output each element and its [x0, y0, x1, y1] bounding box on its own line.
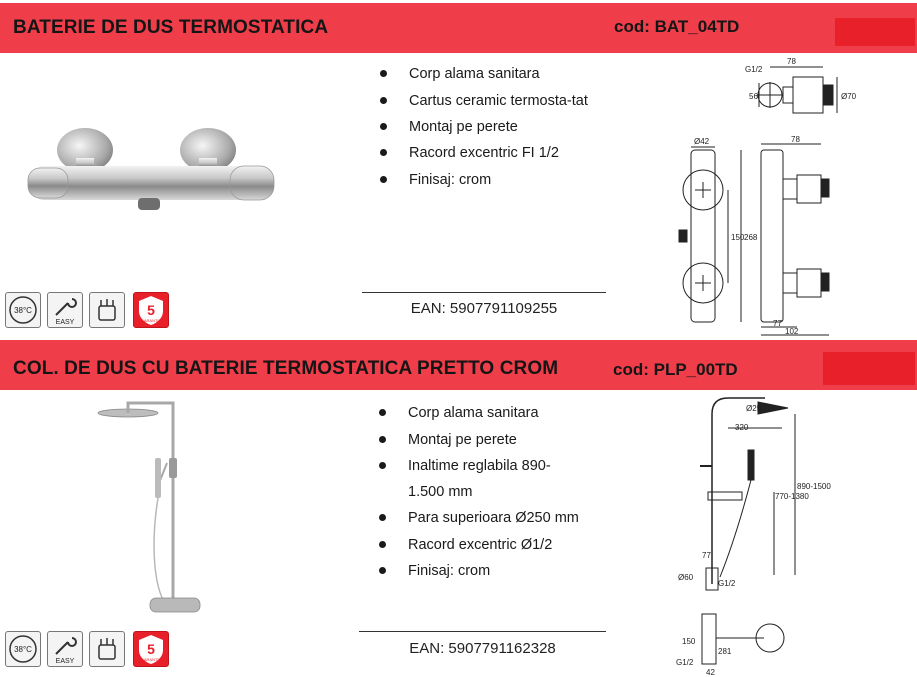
feature-item: Finisaj: crom: [374, 558, 614, 585]
dim-label: 150: [731, 233, 745, 242]
warranty-number: 5: [147, 641, 155, 657]
thermostat-icon: [5, 631, 41, 667]
dim-label: 78: [791, 135, 800, 144]
product2-technical-drawing: [670, 392, 870, 677]
product1-image: [20, 118, 282, 218]
feature-item: Para superioara Ø250 mm: [374, 505, 614, 532]
cleaning-icon: [89, 292, 125, 328]
dim-label: G1/2: [718, 579, 736, 588]
dim-label: 42: [706, 668, 715, 677]
ean-divider: [359, 631, 606, 632]
feature-item: Finisaj: crom: [375, 167, 615, 194]
warranty-word: GARANTIE: [140, 657, 162, 662]
dim-label: G1/2: [745, 65, 763, 74]
feature-item: Montaj pe perete: [374, 427, 614, 454]
easy-install-wrench-icon: [47, 631, 83, 667]
warranty-5-years-icon: [133, 292, 169, 328]
feature-item: Montaj pe perete: [375, 114, 615, 141]
header-accent: [823, 352, 915, 385]
feature-item: Corp alama sanitara: [375, 61, 615, 88]
dim-label: Ø250: [746, 404, 766, 413]
dim-label: 268: [744, 233, 758, 242]
dim-label: 77: [773, 319, 782, 328]
easy-install-wrench-icon: [47, 292, 83, 328]
product2-title: COL. DE DUS CU BATERIE TERMOSTATICA PRETTO CROM: [13, 358, 559, 379]
ean-divider: [362, 292, 606, 293]
feature-item: Cartus ceramic termosta-tat: [375, 88, 615, 114]
feature-item: Racord excentric FI 1/2: [375, 140, 615, 167]
dim-label: Ø42: [694, 137, 710, 146]
temp-label: 38°C: [14, 645, 32, 654]
dim-label: 320: [735, 423, 749, 432]
product1-ean: EAN: 5907791109255: [410, 300, 558, 317]
dim-label: Ø60: [678, 573, 694, 582]
product2-header: [0, 340, 917, 390]
dim-label: 150: [682, 637, 696, 646]
product1-code: cod: BAT_04TD: [614, 17, 740, 36]
dim-label: 78: [787, 57, 796, 66]
product1-title: BATERIE DE DUS TERMOSTATICA: [13, 17, 329, 38]
product2-features: [374, 400, 614, 585]
product2-ean: EAN: 5907791162328: [409, 640, 556, 657]
dim-label: 770-1380: [775, 492, 809, 501]
thermostat-icon: [5, 292, 41, 328]
temp-label: 38°C: [14, 306, 32, 315]
dim-label: 102: [785, 327, 799, 336]
dim-label: 77: [702, 551, 711, 560]
product1-technical-drawing: [665, 55, 865, 340]
dim-label: 890-1500: [797, 482, 831, 491]
product2-image: [95, 398, 215, 618]
product2-code: cod: PLP_00TD: [613, 360, 738, 379]
feature-item: Inaltime reglabila 890-1.500 mm: [374, 453, 614, 505]
feature-item: Corp alama sanitara: [374, 400, 614, 427]
cleaning-icon: [89, 631, 125, 667]
easy-label: EASY: [55, 319, 75, 326]
dim-label: 56: [749, 92, 758, 101]
dim-label: 281: [718, 647, 732, 656]
warranty-word: GARANTIE: [140, 318, 162, 323]
dim-label: G1/2: [676, 658, 694, 667]
product1-header: [0, 3, 917, 53]
product1-features: [375, 61, 615, 193]
warranty-5-years-icon: [133, 631, 169, 667]
warranty-number: 5: [147, 302, 155, 318]
easy-label: EASY: [55, 658, 75, 665]
header-accent: [835, 18, 915, 46]
feature-item: Racord excentric Ø1/2: [374, 532, 614, 559]
dim-label: Ø70: [841, 92, 857, 101]
